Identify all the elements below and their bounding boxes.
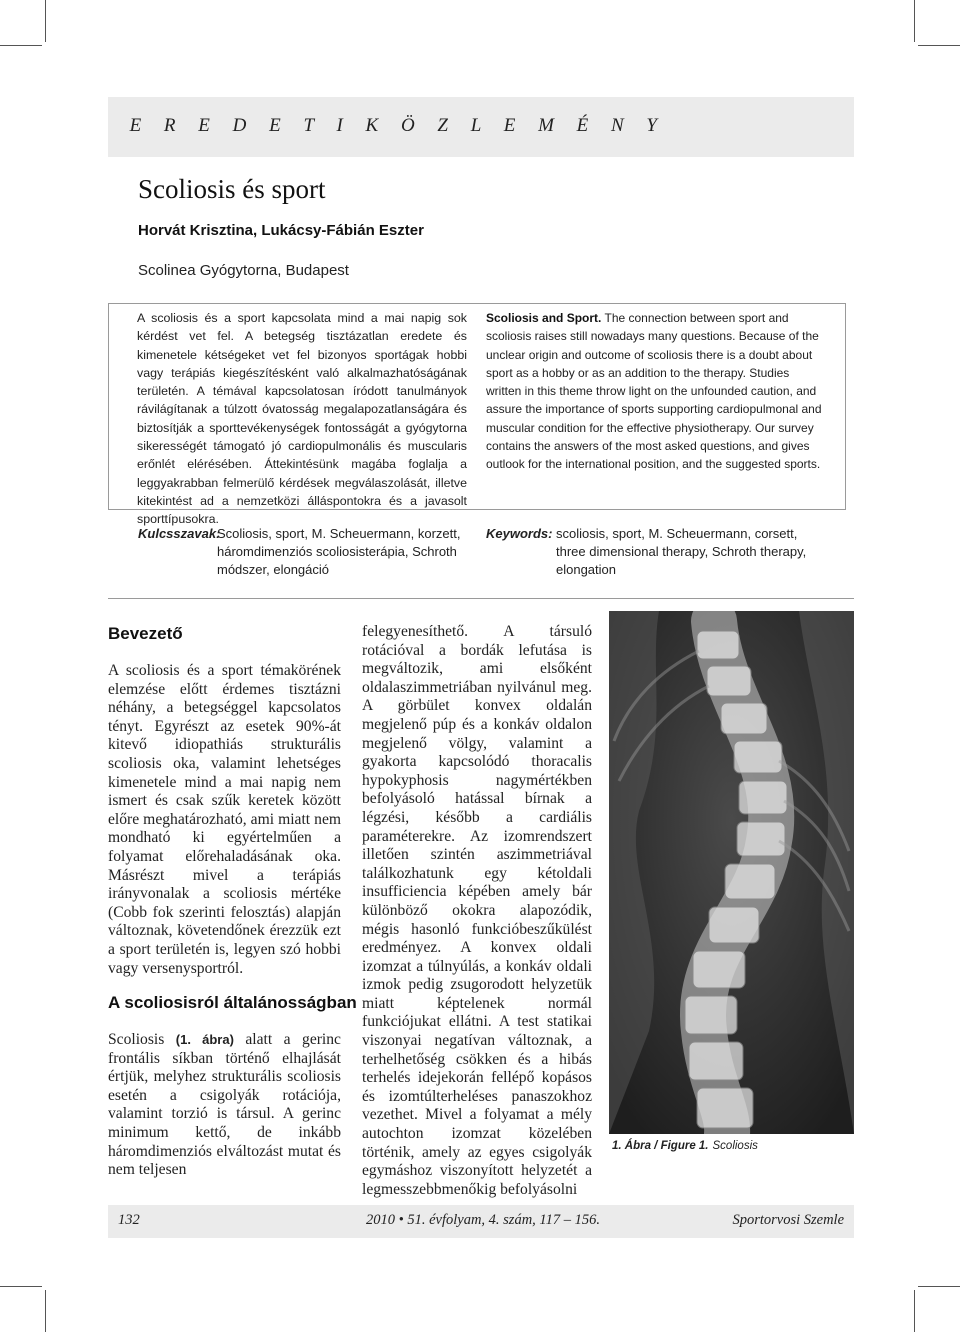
section-divider — [108, 598, 854, 599]
abstract-hungarian: A scoliosis és a sport kapcsolata mind a mai napig sok kérdést vet fel. A betegség tisztázatlan eredete és kimenetele kétségeket vet fel bizonyos sportágak hobbi vagy terápiás kiegészítésként való alkalmazhatóságának területén. A témával kapcsolatosan íródott tanulmányok rávilágítanak a túlzott óvatosság megalapozatlanságára és biztosítják a sporttevékenységek fontosságát a gyógytorna sikerességét támogató jó cardiopulmonális és muscularis erőnlét elérésében. Áttekintésünk magába foglalja a leggyakrabban felmerülő kérdések megválaszolását, illetve kitekintést ad a nemzetközi álláspontokra és a javasolt sporttípusokra. — [137, 311, 467, 527]
crop-mark — [45, 1290, 46, 1332]
page-footer — [108, 1205, 854, 1238]
article-affiliation: Scolinea Gyógytorna, Budapest — [138, 262, 349, 279]
issue-info: 2010 • 51. évfolyam, 4. szám, 117 – 156. — [366, 1212, 600, 1228]
crop-mark — [45, 0, 46, 42]
figure-caption — [612, 1140, 758, 1152]
crop-mark — [0, 1286, 42, 1287]
figure-caption-label: 1. Ábra / Figure 1. — [612, 1140, 709, 1152]
article-authors: Horvát Krisztina, Lukácsy-Fábián Eszter — [138, 222, 424, 239]
intro-paragraph: A scoliosis és a sport témakörének elemzése előtt érdemes tisztázni néhány, a betegséggel kapcsolatos tényt. Egyrészt az esetek 90%-át kitevő idiopathiás strukturális scoliosis oka, valamint lehetséges kimenetele mind a mai napig nem ismert és csak szűk keretek között előre meghatározható, ami miatt nem mondható ki egyértelműen a folyamat előrehaladásának oka. Másrészt mivel a terápiás irányvonalak a scoliosis mértéke (Cobb fok szerinti felosztás) alapján változnak, követendőnek érezzük ezt a sport területén is, legyen szó hobbi vagy versenysportról. — [108, 662, 341, 977]
abstract-english-title: Scoliosis and Sport. — [486, 311, 602, 325]
general-paragraph-rest: alatt a gerinc frontális síkban történő elhajlását értjük, melyhez strukturális scoliosis esetén a csigolyák rotációja, valamint torzió is társul. A gerinc minimum kettő, de inkább háromdimenziós elváltozást mutat és nem teljesen — [108, 1031, 341, 1179]
general-heading: A scoliosisról általánosságban — [108, 993, 357, 1012]
figure-reference: (1. ábra) — [175, 1032, 234, 1047]
abstract-box — [108, 303, 846, 527]
crop-mark — [914, 1290, 915, 1332]
keywords-hungarian-label: Kulcsszavak: — [138, 526, 221, 541]
spine-xray-image — [609, 611, 854, 1134]
abstract-english-text: The connection between sport and scoliosis raises still nowadays many questions. Because of the unclear origin and outcome of scoliosis there is a doubt about sport as a hobby or as an addition to the therapy. Studies written in this theme throw light on the unfounded caution, and assure the importance of sports supporting cardiopulmonal and muscular condition for the effective physiotherapy. Our survey contains the answers of the most asked questions, and gives outlook for the international position, and the suggested sports. — [486, 311, 822, 472]
keywords-english-list: scoliosis, sport, M. Scheuermann, corsett, three dimensional therapy, Schroth therapy, elongation — [556, 526, 807, 577]
article-type-banner — [108, 97, 854, 157]
figure-caption-text: Scoliosis — [712, 1140, 758, 1152]
article-type-label: E R E D E T I K Ö Z L E M É N Y — [129, 115, 666, 136]
crop-mark — [0, 45, 42, 46]
general-paragraph-start: Scoliosis — [108, 1031, 176, 1048]
keywords-english-label: Keywords: — [486, 526, 553, 541]
general-paragraph — [108, 1031, 341, 1180]
article-title: Scoliosis és sport — [138, 174, 326, 204]
page-number: 132 — [118, 1212, 140, 1228]
crop-mark — [918, 45, 960, 46]
abstract-english — [486, 309, 824, 474]
keywords-hungarian-list: Scoliosis, sport, M. Scheuermann, korzett, háromdimenziós scoliosisterápia, Schroth módszer, elongáció — [217, 526, 461, 577]
crop-mark — [914, 0, 915, 42]
crop-mark — [918, 1286, 960, 1287]
column-two-paragraph: felegyenesíthető. A társuló rotációval a bordák lefutása is megváltozik, ami elsőként oldalaszimmetriában nyilvánul meg. A görbület konvex oldalán megjelenő púp és a konkáv oldalon megjelenő völgy, valamint a gyakorta kapcsolódó thoracalis hypokyphosis nagymértékben befolyásoló hatással bírnak a légzési, később a cardiális paraméterekre. Az izomrendszert illetően szintén aszimmetriával találkozhatunk egy kétoldali insufficiencia képében amely bár különböző okokra alapozódik, mégis hasonló funkcióbeszűkülést eredményez. A konvex oldali izomzat a túlnyúlás, a konkáv oldali izmok pedig zsugorodott helyzetük miatt képtelenek normál funkciójukat ellátni. A test statikai viszonyai negatívan változnak, a terhelhetőség csökken és a hibás terhelés idejekorán fellépő kopásos és izomtúlterheléses panaszokhoz vezethet. Mivel a folyamat a mély autochton izomzat közelében történik, amely az egyes csigolyák egymáshoz viszonyított helyzetét a legmesszebbmenőkig befolyásolni — [362, 623, 592, 1198]
intro-heading: Bevezető — [108, 624, 183, 643]
journal-name: Sportorvosi Szemle — [732, 1212, 844, 1228]
